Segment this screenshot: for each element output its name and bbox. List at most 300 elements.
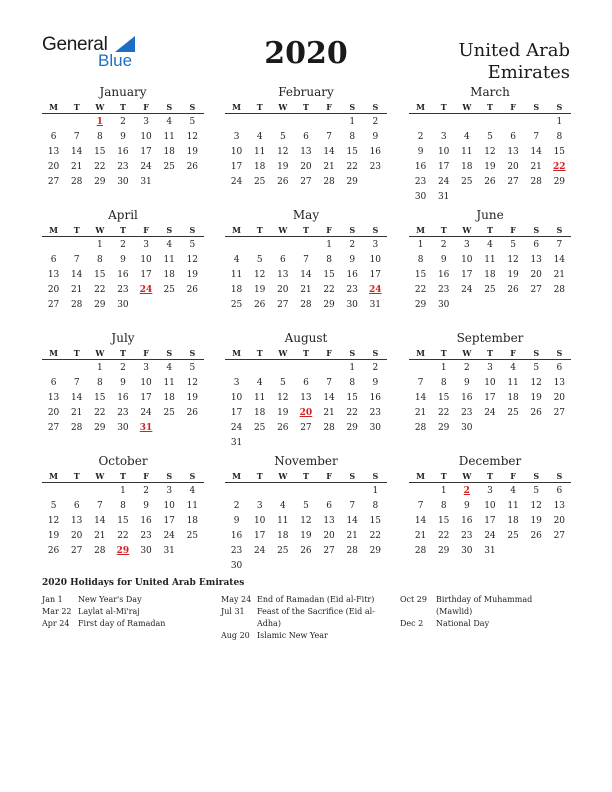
weekday-label: S: [372, 102, 379, 112]
day-grid: [225, 237, 387, 312]
day-cell: 2: [120, 117, 126, 127]
day-cell: 30: [140, 546, 152, 556]
weekday-label: T: [120, 225, 126, 235]
day-cell: 7: [349, 501, 356, 511]
holiday-date: Jan 1: [42, 595, 63, 604]
day-cell: 25: [277, 546, 289, 556]
day-cell: 26: [186, 162, 199, 172]
day-cell: 30: [117, 423, 129, 433]
day-cell: 26: [277, 423, 289, 433]
day-cell: 12: [300, 516, 312, 526]
holiday-name: Feast of the Sacrifice (Eid al-Adha): [257, 607, 375, 628]
weekday-label: W: [462, 225, 472, 235]
weekday-label: F: [326, 348, 332, 358]
weekday-label: T: [120, 102, 126, 112]
day-cell: 8: [440, 501, 447, 511]
day-cell: 6: [73, 501, 80, 511]
day-cell: 16: [369, 393, 382, 403]
weekday-label: S: [166, 102, 173, 112]
day-cell: 20: [277, 285, 289, 295]
day-cell: 14: [70, 270, 83, 280]
day-cell: 10: [230, 393, 243, 403]
day-cell: 1: [417, 240, 424, 250]
day-cell: 16: [140, 516, 152, 526]
weekday-label: M: [232, 471, 241, 481]
weekday-label: S: [166, 471, 173, 481]
day-cell: 29: [437, 423, 450, 433]
day-cell: 10: [461, 255, 473, 265]
weekday-label: T: [73, 348, 80, 358]
calendar-year: 2020: [264, 36, 348, 71]
day-cell: 2: [440, 240, 447, 250]
day-cell: 19: [253, 285, 266, 295]
day-cell: 1: [120, 486, 126, 496]
day-grid: [42, 114, 204, 189]
day-cell: 2: [463, 363, 470, 373]
day-blank: [432, 114, 455, 129]
day-blank: [65, 360, 88, 375]
weekday-label: T: [73, 471, 80, 481]
month-february: [225, 84, 387, 189]
day-cell: 27: [300, 423, 312, 433]
day-cell: 23: [437, 285, 450, 295]
day-cell: 31: [437, 192, 450, 202]
month-august: [225, 330, 387, 450]
day-cell: 25: [163, 162, 175, 172]
day-blank: [294, 114, 317, 129]
day-blank: [225, 237, 248, 252]
day-cell: 26: [507, 285, 519, 295]
day-cell: 9: [233, 516, 240, 526]
day-cell: 25: [253, 423, 266, 433]
day-cell: 26: [47, 546, 60, 556]
weekday-label: S: [166, 348, 173, 358]
day-cell: 28: [94, 546, 106, 556]
weekday-label: T: [120, 348, 126, 358]
day-cell: 25: [163, 285, 175, 295]
day-cell: 19: [47, 531, 60, 541]
day-cell-holiday: 24: [369, 285, 382, 295]
day-cell: 5: [279, 132, 286, 142]
day-cell: 5: [279, 378, 286, 388]
weekday-label: M: [416, 348, 425, 358]
day-cell: 3: [143, 363, 149, 373]
day-cell: 10: [484, 501, 496, 511]
day-cell: 26: [484, 177, 496, 187]
day-cell: 20: [553, 516, 566, 526]
day-cell: 12: [277, 393, 289, 403]
day-cell: 11: [186, 501, 199, 511]
day-cell: 15: [369, 516, 382, 526]
weekday-label: S: [189, 102, 196, 112]
weekday-label: F: [510, 471, 516, 481]
day-cell: 13: [300, 393, 312, 403]
day-cell: 1: [440, 486, 447, 496]
day-cell: 22: [369, 531, 382, 541]
day-cell: 28: [70, 177, 83, 187]
weekday-label: M: [416, 102, 425, 112]
holiday-item: [400, 618, 554, 630]
holiday-name: New Year's Day: [78, 595, 142, 604]
day-cell: 19: [300, 531, 312, 541]
month-title: July: [111, 331, 135, 345]
day-cell: 28: [300, 300, 312, 310]
day-cell: 20: [47, 408, 60, 418]
day-cell: 9: [417, 147, 424, 157]
day-cell: 27: [47, 177, 60, 187]
day-cell: 6: [50, 378, 57, 388]
day-cell: 21: [346, 531, 358, 541]
weekday-label: T: [73, 102, 80, 112]
month-title: April: [108, 208, 138, 222]
holiday-date: Aug 20: [221, 631, 250, 640]
month-october: [42, 453, 204, 558]
day-cell: 22: [346, 408, 358, 418]
month-title: January: [99, 85, 147, 99]
day-cell: 7: [417, 501, 424, 511]
day-cell: 8: [96, 132, 103, 142]
weekday-header: [409, 223, 571, 237]
day-cell: 19: [277, 162, 289, 172]
weekday-label: W: [278, 348, 288, 358]
day-cell: 12: [530, 378, 542, 388]
day-cell: 15: [323, 270, 335, 280]
day-cell: 15: [346, 393, 358, 403]
weekday-label: W: [462, 348, 472, 358]
weekday-label: F: [143, 102, 149, 112]
day-cell: 7: [73, 132, 80, 142]
day-cell: 25: [507, 408, 519, 418]
day-cell: 16: [461, 516, 473, 526]
weekday-label: S: [556, 471, 563, 481]
day-cell: 9: [120, 132, 126, 142]
day-cell: 3: [487, 363, 493, 373]
day-cell: 9: [372, 378, 379, 388]
day-blank: [248, 237, 271, 252]
day-cell: 15: [437, 516, 450, 526]
day-cell: 20: [300, 162, 312, 172]
day-cell: 29: [369, 546, 382, 556]
day-cell: 25: [186, 531, 199, 541]
day-cell: 10: [484, 378, 496, 388]
weekday-label: T: [487, 102, 493, 112]
day-cell: 6: [50, 255, 57, 265]
day-cell: 23: [346, 285, 358, 295]
day-cell: 15: [346, 147, 358, 157]
day-cell: 23: [140, 531, 152, 541]
day-cell: 9: [463, 378, 470, 388]
month-june: [409, 207, 571, 312]
day-cell: 29: [414, 300, 427, 310]
weekday-label: S: [556, 225, 563, 235]
day-cell: 19: [530, 393, 542, 403]
day-grid: [225, 483, 387, 573]
day-cell: 4: [487, 240, 493, 250]
day-cell: 6: [279, 255, 286, 265]
weekday-header: [225, 100, 387, 114]
day-cell: 26: [530, 408, 542, 418]
day-cell: 7: [96, 501, 103, 511]
day-cell: 4: [256, 378, 263, 388]
weekday-label: F: [510, 348, 516, 358]
day-cell: 23: [117, 285, 129, 295]
day-cell: 12: [253, 270, 266, 280]
day-cell: 24: [437, 177, 450, 187]
day-blank: [42, 114, 65, 129]
day-cell: 25: [163, 408, 175, 418]
holidays-column: [400, 594, 554, 630]
day-cell: 20: [530, 270, 542, 280]
day-cell: 25: [507, 531, 519, 541]
day-cell: 12: [530, 501, 542, 511]
holidays-column: [42, 594, 196, 630]
day-cell: 4: [510, 363, 516, 373]
weekday-label: M: [49, 348, 58, 358]
day-grid: [225, 114, 387, 189]
day-cell: 29: [94, 423, 106, 433]
day-blank: [225, 114, 248, 129]
weekday-label: T: [303, 225, 309, 235]
day-cell: 20: [323, 531, 335, 541]
day-cell: 2: [349, 240, 356, 250]
day-blank: [318, 114, 341, 129]
day-cell: 16: [230, 531, 243, 541]
logo-text-general: General: [42, 34, 108, 55]
day-cell: 28: [70, 423, 83, 433]
weekday-label: S: [189, 348, 196, 358]
day-cell: 1: [96, 240, 103, 250]
day-cell: 5: [303, 501, 309, 511]
day-cell: 24: [140, 408, 152, 418]
day-cell: 28: [414, 546, 427, 556]
weekday-label: S: [556, 348, 563, 358]
day-cell: 14: [346, 516, 358, 526]
day-cell: 26: [300, 546, 312, 556]
day-cell: 20: [47, 162, 60, 172]
day-blank: [65, 114, 88, 129]
day-cell: 2: [120, 363, 126, 373]
day-cell: 17: [230, 162, 243, 172]
weekday-label: F: [326, 471, 332, 481]
day-cell: 16: [346, 270, 358, 280]
day-cell: 2: [233, 501, 240, 511]
day-cell: 10: [140, 255, 152, 265]
day-cell: 29: [553, 177, 566, 187]
holidays-title: 2020 Holidays for United Arab Emirates: [42, 578, 245, 588]
day-cell: 21: [323, 408, 335, 418]
day-cell: 31: [484, 546, 496, 556]
day-cell: 16: [414, 162, 427, 172]
day-cell: 30: [461, 546, 473, 556]
day-cell: 26: [253, 300, 266, 310]
weekday-label: W: [278, 471, 288, 481]
day-cell: 14: [323, 147, 335, 157]
day-blank: [271, 360, 294, 375]
day-cell: 7: [556, 240, 563, 250]
day-cell: 17: [369, 270, 382, 280]
day-cell: 25: [253, 177, 266, 187]
weekday-label: S: [349, 471, 356, 481]
day-cell: 17: [484, 516, 496, 526]
day-cell: 4: [279, 501, 286, 511]
day-cell: 17: [461, 270, 473, 280]
day-cell: 25: [484, 285, 496, 295]
holiday-name: Islamic New Year: [257, 631, 328, 640]
day-cell: 14: [70, 393, 83, 403]
day-cell: 6: [303, 378, 309, 388]
day-cell: 23: [117, 162, 129, 172]
weekday-label: F: [510, 102, 516, 112]
day-cell: 30: [414, 192, 427, 202]
day-cell: 2: [417, 132, 424, 142]
country-name: [370, 40, 570, 84]
day-cell: 3: [233, 132, 240, 142]
day-cell: 15: [94, 270, 106, 280]
day-cell: 14: [70, 147, 83, 157]
day-cell: 1: [440, 363, 447, 373]
weekday-label: S: [372, 225, 379, 235]
month-september: [409, 330, 571, 435]
day-cell: 24: [230, 177, 243, 187]
day-cell: 24: [484, 408, 496, 418]
day-cell: 18: [253, 162, 266, 172]
month-title: February: [278, 85, 334, 99]
day-cell: 19: [186, 393, 199, 403]
day-cell: 1: [96, 363, 103, 373]
day-blank: [225, 483, 248, 498]
day-cell: 24: [230, 423, 243, 433]
month-title: June: [476, 208, 504, 222]
day-cell: 7: [73, 255, 80, 265]
weekday-label: T: [440, 348, 447, 358]
day-cell: 5: [510, 240, 516, 250]
day-cell: 17: [230, 408, 243, 418]
weekday-label: F: [143, 471, 149, 481]
day-cell: 22: [94, 162, 106, 172]
weekday-label: M: [232, 225, 241, 235]
day-blank: [42, 360, 65, 375]
weekday-label: T: [303, 471, 309, 481]
day-cell: 14: [94, 516, 106, 526]
day-cell: 8: [372, 501, 379, 511]
day-cell: 4: [166, 240, 173, 250]
weekday-label: W: [278, 102, 288, 112]
day-blank: [478, 114, 501, 129]
day-cell: 4: [233, 255, 240, 265]
day-cell: 11: [163, 132, 175, 142]
day-cell: 29: [346, 423, 358, 433]
weekday-label: W: [95, 225, 105, 235]
day-blank: [65, 483, 88, 498]
day-cell: 27: [300, 177, 312, 187]
weekday-label: M: [232, 348, 241, 358]
day-cell: 10: [437, 147, 450, 157]
day-cell: 29: [346, 177, 358, 187]
day-cell: 12: [484, 147, 496, 157]
day-cell: 22: [437, 408, 450, 418]
month-april: [42, 207, 204, 312]
day-cell: 16: [117, 147, 129, 157]
day-cell: 3: [256, 501, 263, 511]
day-cell: 20: [47, 285, 60, 295]
day-cell: 12: [47, 516, 60, 526]
weekday-label: F: [326, 225, 332, 235]
day-cell: 22: [117, 531, 129, 541]
month-november: [225, 453, 387, 573]
day-cell: 14: [300, 270, 312, 280]
day-blank: [88, 483, 111, 498]
day-cell: 14: [414, 393, 427, 403]
day-cell: 22: [346, 162, 358, 172]
day-cell: 18: [461, 162, 473, 172]
day-cell: 23: [461, 531, 473, 541]
day-cell: 10: [253, 516, 266, 526]
day-cell: 19: [186, 147, 199, 157]
month-july: [42, 330, 204, 435]
day-cell: 23: [230, 546, 243, 556]
month-title: March: [470, 85, 510, 99]
weekday-label: T: [440, 225, 447, 235]
day-cell: 31: [163, 546, 175, 556]
day-cell: 30: [437, 300, 450, 310]
day-cell: 17: [140, 393, 152, 403]
day-cell: 14: [553, 255, 566, 265]
holiday-name: First day of Ramadan: [78, 619, 166, 628]
day-cell: 21: [300, 285, 312, 295]
day-cell: 16: [117, 393, 129, 403]
day-cell: 2: [372, 117, 379, 127]
day-cell: 20: [507, 162, 519, 172]
day-cell: 16: [369, 147, 382, 157]
day-blank: [409, 360, 432, 375]
weekday-label: F: [143, 348, 149, 358]
day-cell: 10: [140, 132, 152, 142]
day-cell: 12: [507, 255, 519, 265]
holiday-name: Laylat al-Mi'raj: [78, 607, 140, 616]
weekday-label: F: [326, 102, 332, 112]
day-cell: 6: [556, 363, 563, 373]
holiday-item: [221, 594, 375, 606]
day-cell: 18: [186, 516, 199, 526]
day-cell: 5: [50, 501, 57, 511]
day-cell: 4: [166, 363, 173, 373]
weekday-label: T: [303, 348, 309, 358]
day-cell: 15: [94, 393, 106, 403]
weekday-label: S: [349, 225, 356, 235]
day-cell: 29: [94, 177, 106, 187]
day-cell: 14: [323, 393, 335, 403]
day-cell: 22: [94, 408, 106, 418]
holiday-date: Jul 31: [221, 607, 245, 616]
month-december: [409, 453, 571, 558]
day-grid: [409, 114, 571, 204]
day-cell: 8: [417, 255, 424, 265]
holiday-date: Dec 2: [400, 619, 424, 628]
day-cell: 30: [461, 423, 473, 433]
day-cell-holiday: 2: [463, 486, 470, 496]
weekday-label: S: [372, 471, 379, 481]
day-cell: 5: [189, 117, 196, 127]
weekday-label: W: [278, 225, 288, 235]
country-name-line2: Emirates: [487, 62, 570, 83]
day-cell: 31: [369, 300, 382, 310]
day-grid: [409, 360, 571, 435]
day-cell: 4: [166, 117, 173, 127]
day-cell: 30: [117, 300, 129, 310]
weekday-label: T: [487, 225, 493, 235]
day-cell: 18: [507, 393, 519, 403]
day-cell: 6: [50, 132, 57, 142]
